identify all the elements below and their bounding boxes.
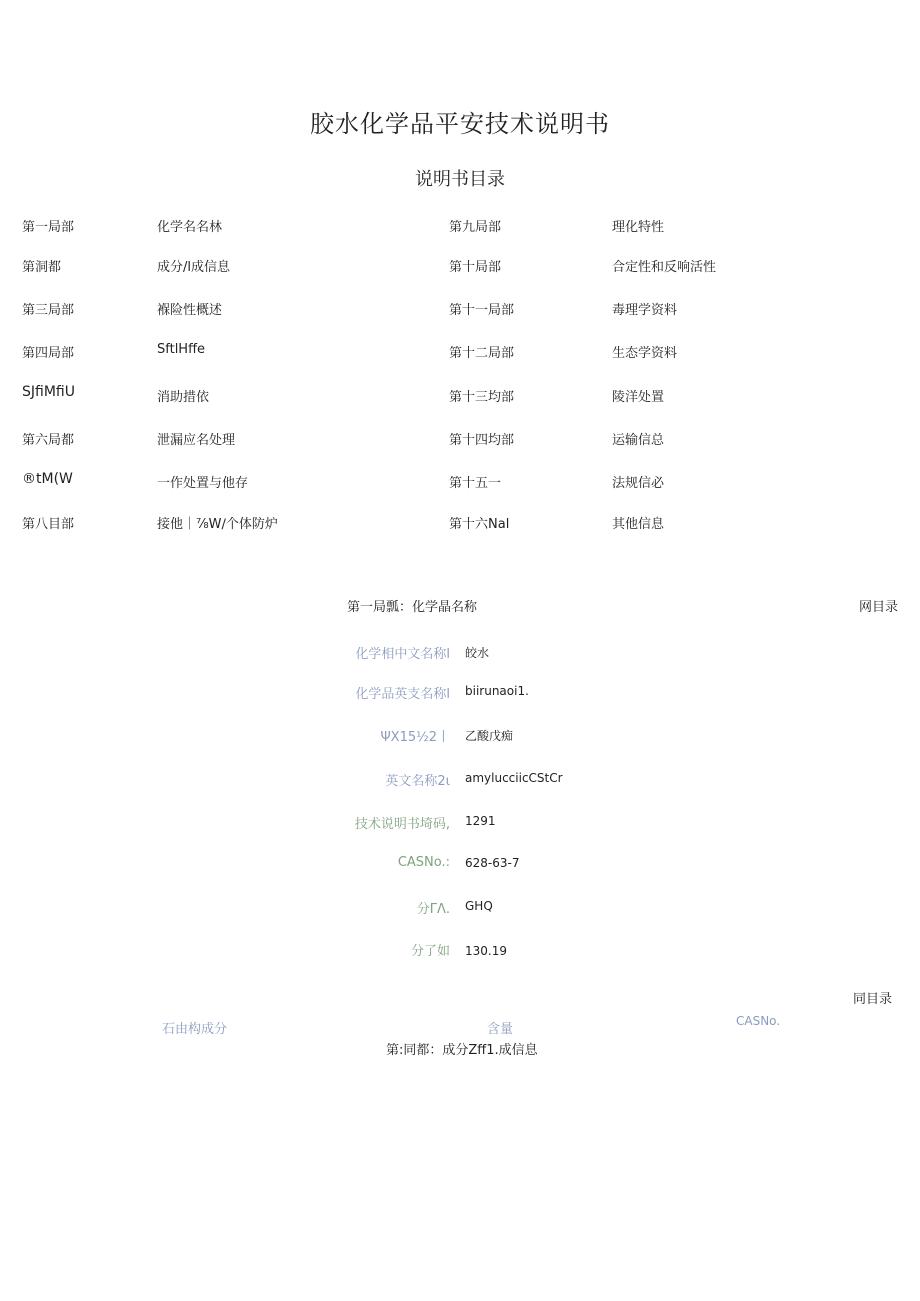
toc-part[interactable]: 第八目部 [22, 517, 75, 532]
toc-part[interactable]: 第十一局部 [449, 303, 515, 318]
toc-part[interactable]: 第十局部 [449, 260, 502, 275]
toc-part[interactable]: 第六局都 [22, 433, 75, 448]
toc-name[interactable]: 褓险性概述 [157, 303, 223, 318]
field-value: 皎水 [465, 646, 490, 660]
field-label: ΨX15½2丨 [380, 730, 450, 745]
section-heading: 第:同都：成分Zff1.成信息 [386, 1043, 538, 1058]
toc-name[interactable]: 泄漏应名处理 [157, 433, 236, 448]
field-label: 技术说明书埼码, [354, 817, 450, 832]
back-to-toc-link[interactable]: 网目录 [858, 600, 898, 615]
toc-name[interactable]: 毒理学资料 [612, 303, 678, 318]
toc-part[interactable]: 第十六Nal [449, 517, 510, 532]
field-label: 分了如 [410, 944, 450, 959]
field-value: biirunaoi1. [465, 684, 529, 698]
toc-name[interactable]: 合定性和反响活性 [612, 260, 717, 275]
toc-name[interactable]: 其他信息 [612, 517, 665, 532]
back-to-toc-link[interactable]: 同目录 [852, 992, 892, 1007]
field-value: 628-63-7 [465, 856, 520, 870]
toc-part[interactable]: 第九局部 [449, 220, 502, 235]
toc-part[interactable]: ®tM(W [22, 471, 73, 487]
column-header-cas: CASNo. [736, 1014, 781, 1028]
toc-part[interactable]: 第洞都 [22, 260, 62, 275]
field-value: 乙酸戊痴 [465, 729, 514, 743]
toc-name[interactable]: 理化特性 [612, 220, 665, 235]
column-header-content: 含量 [487, 1022, 514, 1037]
field-label: 化学相中文名称l [355, 647, 450, 662]
field-value: amylucciicCStCr [465, 771, 563, 785]
field-value: 130.19 [465, 944, 507, 958]
toc-name[interactable]: 一作处置与他存 [157, 476, 249, 491]
field-label: 分ΓΛ. [416, 902, 450, 917]
toc-part[interactable]: 第十四均部 [449, 433, 515, 448]
field-label: 英文名称2ι [385, 774, 450, 789]
field-value: GHQ [465, 899, 493, 913]
toc-name[interactable]: 消助措依 [157, 390, 210, 405]
toc-title: 说明书目录 [415, 169, 505, 190]
field-label: 化学品英支名称l [355, 687, 450, 702]
toc-part[interactable]: 第十二局部 [449, 346, 515, 361]
field-value: 1291 [465, 814, 496, 828]
toc-name[interactable]: 陵洋处置 [612, 390, 665, 405]
toc-part[interactable]: 第十五一 [449, 476, 502, 491]
column-header-composition: 石由构成分 [162, 1022, 228, 1037]
toc-part[interactable]: 第三局部 [22, 303, 75, 318]
toc-name[interactable]: 成分/l成信息 [157, 260, 230, 275]
toc-part[interactable]: SJfiMfiU [22, 384, 75, 400]
toc-name[interactable]: 运输信总 [612, 433, 665, 448]
section-heading: 第一局瓢：化学晶名称 [347, 600, 478, 615]
toc-name[interactable]: 化学名名林 [157, 220, 223, 235]
toc-name[interactable]: 法规信必 [612, 476, 665, 491]
field-label: CASNo.: [397, 855, 450, 870]
toc-part[interactable]: 第十三均部 [449, 390, 515, 405]
toc-name[interactable]: 生态学资料 [612, 346, 678, 361]
toc-part[interactable]: 第一局部 [22, 220, 75, 235]
toc-name[interactable]: SftlHffe [157, 342, 206, 357]
toc-name[interactable]: 接他｜⅞W∕个体防炉 [157, 517, 278, 532]
document-title: 胶水化学品平安技术说明书 [310, 110, 610, 138]
toc-part[interactable]: 第四局部 [22, 346, 75, 361]
